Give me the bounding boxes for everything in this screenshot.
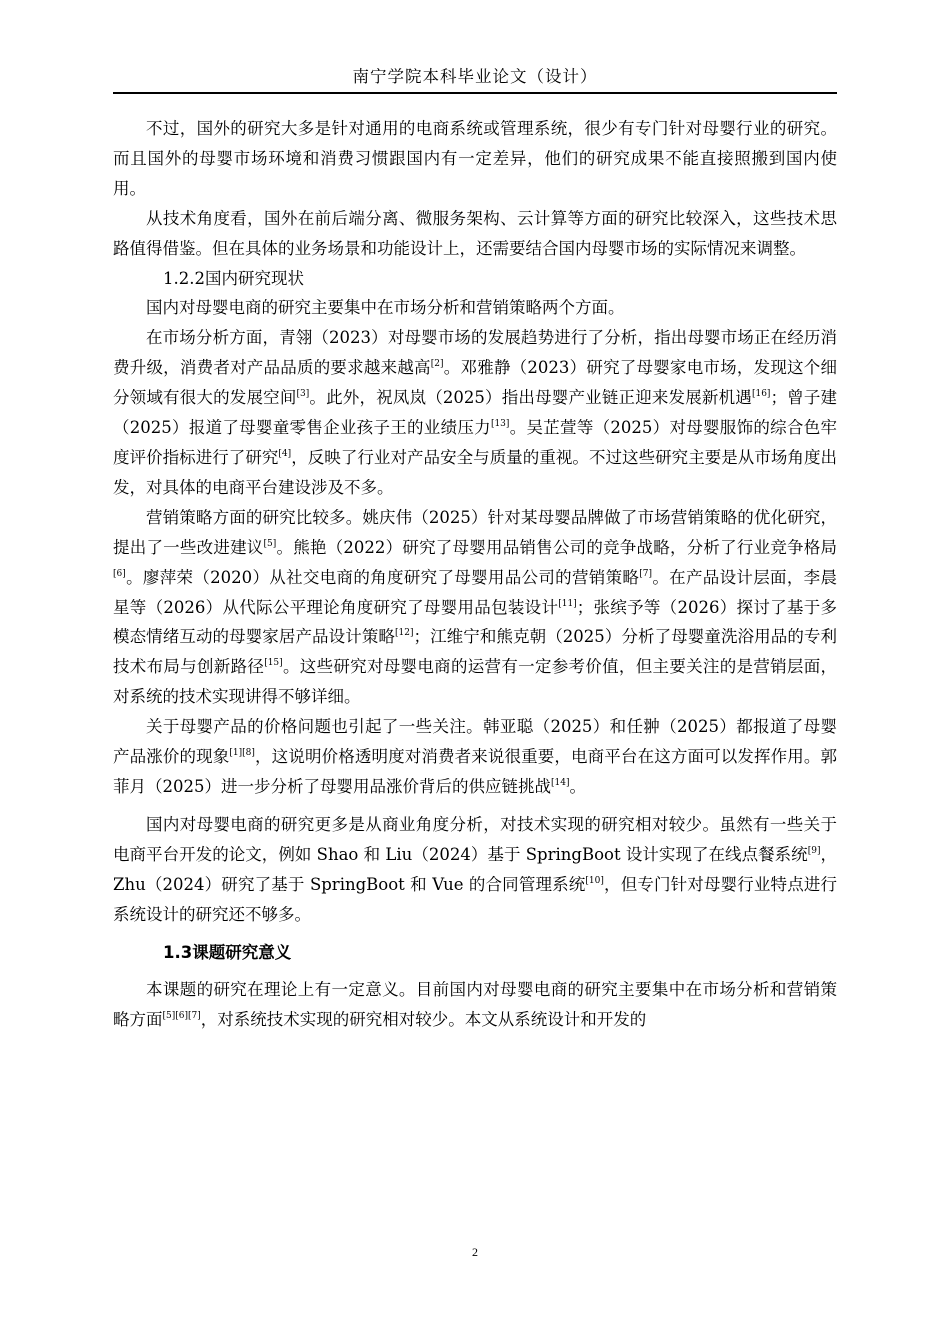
text-segment: 关于母婴产品的价格问题也引起了一些关注。韩亚聪（2025）和任翀（2025）都报道了母婴产品涨价的现象 xyxy=(113,717,837,767)
citation: [3] xyxy=(296,389,310,400)
text-segment: 。廖萍荣（2020）从社交电商的角度研究了母婴用品公司的营销策略 xyxy=(125,567,640,587)
paragraph-domestic-overview: 国内对母婴电商的研究主要集中在市场分析和营销策略两个方面。 xyxy=(146,298,625,318)
section-heading-significance: 1.3课题研究意义 xyxy=(163,943,292,963)
citation: [7] xyxy=(639,568,653,579)
text-segment: 国内对母婴电商的研究更多是从商业角度分析，对技术实现的研究相对较少。虽然有一些关于电商平台开发的论文，例如 Shao 和 Liu（2024）基于 SpringBoot 设计实现了在线点餐系统 xyxy=(113,814,837,864)
text-segment: ，Zhu（2024）研究了基于 SpringBoot 和 Vue 的合同管理系统 xyxy=(113,844,837,894)
citation: [6] xyxy=(113,568,126,579)
text-segment: ；江维宁和熊克朝（2025）分析了母婴童洗浴用品的专利技术布局与创新路径 xyxy=(113,627,837,677)
text-segment: ，反映了行业对产品安全与质量的重视。不过这些研究主要是从市场角度出发，对具体的电商平台建设涉及不多。 xyxy=(113,447,838,497)
text-segment: ，但专门针对母婴行业特点进行系统设计的研究还不够多。 xyxy=(113,874,837,924)
citation: [12] xyxy=(395,628,414,639)
paragraph-marketing-strategy xyxy=(113,503,837,712)
citation: [1][8] xyxy=(229,748,255,759)
citation: [16] xyxy=(751,389,771,400)
text-segment: 。在产品设计层面，李晨星等（2026）从代际公平理论角度研究了母婴用品包装设计 xyxy=(113,567,838,617)
text-segment: 。此外，祝凤岚（2025）指出母婴产业链正迎来发展新机遇 xyxy=(309,388,752,408)
page-body xyxy=(113,114,837,1035)
citation: [5][6][7] xyxy=(162,1011,201,1022)
page-number: 2 xyxy=(472,1245,478,1259)
text-segment: ；曾子建（2025）报道了母婴童零售企业孩子王的业绩压力 xyxy=(113,388,837,438)
text-segment: 。 xyxy=(569,776,586,796)
citation: [15] xyxy=(264,658,283,669)
citation: [9] xyxy=(807,845,821,856)
subsection-heading-domestic-research: 1.2.2国内研究现状 xyxy=(163,268,304,288)
text-segment: ；张缤予等（2026）探讨了基于多模态情绪互动的母婴家居产品设计策略 xyxy=(113,597,837,647)
citation: [5] xyxy=(263,538,277,549)
text-segment: 在市场分析方面，青翎（2023）对母婴市场的发展趋势进行了分析，指出母婴市场正在经历消费升级，消费者对产品品质的要求越来越高 xyxy=(113,328,837,378)
text-segment: 营销策略方面的研究比较多。姚庆伟（2025）针对某母婴品牌做了市场营销策略的优化研究，提出了一些改进建议 xyxy=(113,507,837,557)
text-segment: 。吴芷萱等（2025）对母婴服饰的综合色牢度评价指标进行了研究 xyxy=(113,418,837,467)
citation: [2] xyxy=(430,359,444,370)
paragraph-foreign-limitations: 不过，国外的研究大多是针对通用的电商系统或管理系统，很少有专门针对母婴行业的研究。而且国外的母婴市场环境和消费习惯跟国内有一定差异，他们的研究成果不能直接照搬到国内使用。 xyxy=(113,119,837,198)
citation: [4] xyxy=(278,448,292,459)
text-segment: ，这说明价格透明度对消费者来说很重要，电商平台在这方面可以发挥作用。郭菲月（2025）进一步分析了母婴用品涨价背后的供应链挑战 xyxy=(113,747,838,796)
citation: [10] xyxy=(585,875,604,886)
text-segment: ，对系统技术实现的研究相对较少。本文从系统设计和开发的 xyxy=(200,1010,647,1030)
paragraph-theoretical-significance xyxy=(113,975,837,1035)
text-segment: 。邓雅静（2023）研究了母婴家电市场，发现这个细分领域有很大的发展空间 xyxy=(113,358,838,408)
text-segment: 。这些研究对母婴电商的运营有一定参考价值，但主要关注的是营销层面，对系统的技术实现讲得不够详细。 xyxy=(113,657,838,707)
text-segment: 。熊艳（2022）研究了母婴用品销售公司的竞争战略，分析了行业竞争格局 xyxy=(276,537,837,557)
paragraph-market-analysis xyxy=(113,323,837,502)
paragraph-price-issues xyxy=(113,712,837,802)
citation: [13] xyxy=(490,419,510,430)
citation: [11] xyxy=(558,598,577,609)
paragraph-technical-gap xyxy=(113,810,837,930)
running-header: 南宁学院本科毕业论文（设计） xyxy=(352,67,598,86)
citation: [14] xyxy=(551,777,570,788)
text-segment: 本课题的研究在理论上有一定意义。目前国内对母婴电商的研究主要集中在市场分析和营销策略方面 xyxy=(113,980,837,1030)
header-rule xyxy=(113,92,837,94)
paragraph-technical-perspective: 从技术角度看，国外在前后端分离、微服务架构、云计算等方面的研究比较深入，这些技术思路值得借鉴。但在具体的业务场景和功能设计上，还需要结合国内母婴市场的实际情况来调整。 xyxy=(113,208,837,258)
